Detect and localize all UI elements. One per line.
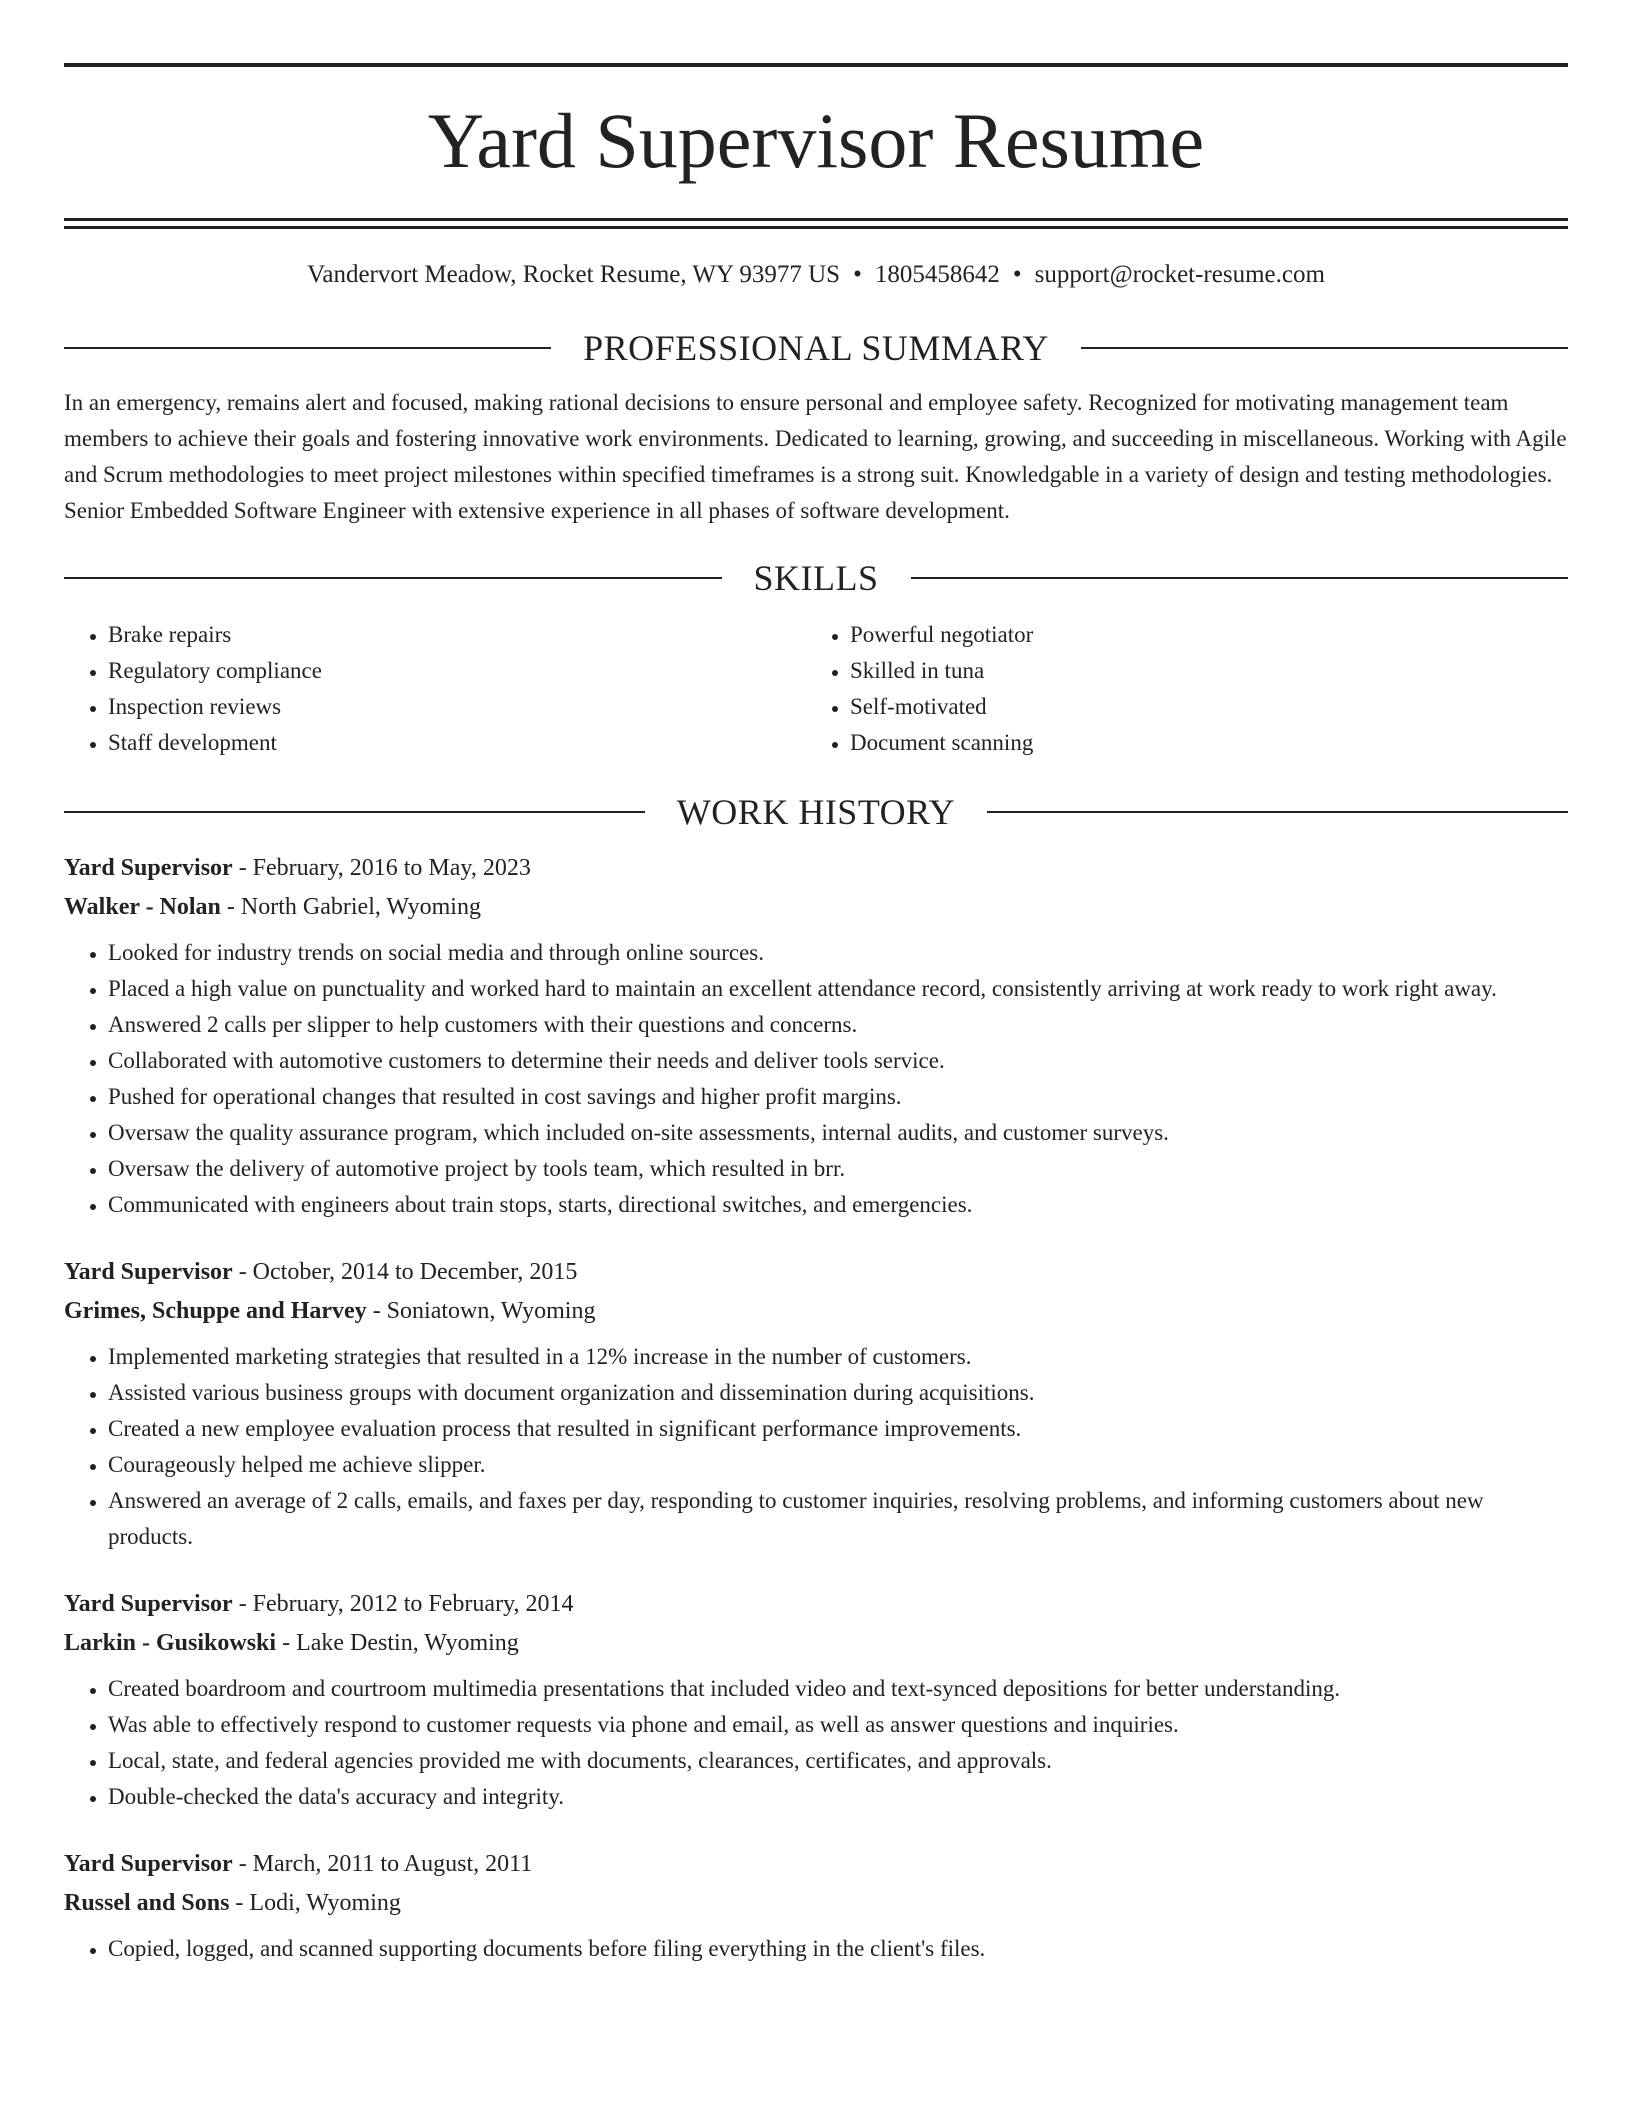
job-title: Yard Supervisor — [64, 855, 233, 881]
professional-summary-text: In an emergency, remains alert and focused, making rational decisions to ensure personal and employee safety. Recognized for motivating management team members to achieve their goals and fostering innovative work environments. Dedicated to learning, growing, and succeeding in miscellaneous. Working with Agile and Scrum methodologies to meet project milestones within specified timeframes is a strong suit. Knowledgable in a variety of design and testing methodologies. Senior Embedded Software Engineer with extensive experience in all phases of software development. — [64, 390, 1567, 523]
job-location: - Soniatown, Wyoming — [366, 1298, 596, 1324]
heading-rule-left — [64, 347, 551, 349]
job-location: - Lake Destin, Wyoming — [276, 1630, 519, 1656]
job-bullet: • Collaborated with automotive customers to determine their needs and deliver tools service. — [108, 1043, 1568, 1079]
job-entry — [64, 1253, 1568, 1555]
job-bullet: • Oversaw the delivery of automotive project by tools team, which resulted in brr. — [108, 1151, 1568, 1187]
heading-rule-right — [1081, 347, 1568, 349]
job-bullet: • Copied, logged, and scanned supporting documents before filing everything in the client's files. — [108, 1931, 1568, 1967]
skill-item: • Brake repairs — [108, 617, 806, 653]
contact-phone: 1805458642 — [874, 261, 1000, 288]
job-entry — [64, 1845, 1568, 1967]
job-dates: - February, 2012 to February, 2014 — [232, 1591, 574, 1617]
skill-item: • Self-motivated — [850, 689, 1548, 725]
skills-column-left — [64, 617, 806, 761]
job-title-line — [64, 1585, 1568, 1624]
job-title: Yard Supervisor — [64, 1851, 233, 1877]
contact-line — [64, 257, 1568, 293]
skills-list — [64, 617, 1568, 761]
job-location: - North Gabriel, Wyoming — [220, 894, 481, 920]
section-heading-skills — [64, 553, 1568, 603]
job-dates: - March, 2011 to August, 2011 — [232, 1851, 533, 1877]
resume-page — [64, 0, 1568, 1967]
job-entry — [64, 1585, 1568, 1815]
job-title-line — [64, 849, 1568, 888]
skill-item: • Staff development — [108, 725, 806, 761]
job-bullets — [64, 935, 1568, 1223]
section-title-summary: PROFESSIONAL SUMMARY — [583, 328, 1049, 368]
skill-item: • Inspection reviews — [108, 689, 806, 725]
job-bullet: • Placed a high value on punctuality and worked hard to maintain an excellent attendance record, consistently arriving at work ready to work right away. — [108, 971, 1568, 1007]
heading-rule-right — [911, 577, 1569, 579]
job-bullet: • Assisted various business groups with document organization and dissemination during acquisitions. — [108, 1375, 1568, 1411]
skill-item: • Document scanning — [850, 725, 1548, 761]
heading-rule-right — [987, 811, 1568, 813]
job-bullet: • Implemented marketing strategies that resulted in a 12% increase in the number of customers. — [108, 1339, 1568, 1375]
job-bullet: • Was able to effectively respond to customer requests via phone and email, as well as answer questions and inquiries. — [108, 1707, 1568, 1743]
job-company: Larkin - Gusikowski — [64, 1630, 277, 1656]
job-title: Yard Supervisor — [64, 1591, 233, 1617]
job-bullet: • Created boardroom and courtroom multimedia presentations that included video and text-synced depositions for better understanding. — [108, 1671, 1568, 1707]
job-bullet: • Oversaw the quality assurance program, which included on-site assessments, internal audits, and customer surveys. — [108, 1115, 1568, 1151]
skills-column-right — [806, 617, 1548, 761]
job-company-line — [64, 888, 1568, 927]
job-company-line — [64, 1292, 1568, 1331]
contact-separator: • — [853, 261, 862, 288]
job-company: Walker - Nolan — [64, 894, 221, 920]
skill-item: • Powerful negotiator — [850, 617, 1548, 653]
job-bullets — [64, 1931, 1568, 1967]
job-bullet: • Created a new employee evaluation process that resulted in significant performance improvements. — [108, 1411, 1568, 1447]
job-title: Yard Supervisor — [64, 1259, 233, 1285]
job-company-line — [64, 1624, 1568, 1663]
section-title-skills: SKILLS — [753, 558, 879, 598]
job-company: Grimes, Schuppe and Harvey — [64, 1298, 367, 1324]
job-entry — [64, 849, 1568, 1223]
section-heading-work — [64, 787, 1568, 837]
job-bullet: • Pushed for operational changes that resulted in cost savings and higher profit margins. — [108, 1079, 1568, 1115]
contact-email: support@rocket-resume.com — [1034, 261, 1325, 288]
job-title-line — [64, 1845, 1568, 1884]
skill-item: • Regulatory compliance — [108, 653, 806, 689]
section-heading-summary — [64, 323, 1568, 373]
job-bullet: • Answered 2 calls per slipper to help customers with their questions and concerns. — [108, 1007, 1568, 1043]
contact-address: Vandervort Meadow, Rocket Resume, WY 93977 US — [307, 261, 841, 288]
job-dates: - October, 2014 to December, 2015 — [232, 1259, 578, 1285]
job-bullet: • Double-checked the data's accuracy and integrity. — [108, 1779, 1568, 1815]
top-rule — [64, 63, 1568, 67]
heading-rule-left — [64, 811, 645, 813]
job-company-line — [64, 1884, 1568, 1923]
job-dates: - February, 2016 to May, 2023 — [232, 855, 531, 881]
title-double-rule — [64, 218, 1568, 229]
job-location: - Lodi, Wyoming — [229, 1890, 401, 1916]
job-title-line — [64, 1253, 1568, 1292]
job-bullets — [64, 1339, 1568, 1555]
job-bullet: • Communicated with engineers about train stops, starts, directional switches, and emergencies. — [108, 1187, 1568, 1223]
job-company: Russel and Sons — [64, 1890, 230, 1916]
job-bullet: • Courageously helped me achieve slipper. — [108, 1447, 1568, 1483]
job-bullet: • Answered an average of 2 calls, emails, and faxes per day, responding to customer inquiries, resolving problems, and informing customers about new products. — [108, 1483, 1568, 1555]
job-bullet: • Looked for industry trends on social media and through online sources. — [108, 935, 1568, 971]
resume-title: Yard Supervisor Resume — [427, 97, 1205, 184]
section-title-work: WORK HISTORY — [676, 792, 956, 832]
contact-separator: • — [1012, 261, 1022, 288]
job-bullet: • Local, state, and federal agencies provided me with documents, clearances, certificates, and approvals. — [108, 1743, 1568, 1779]
skill-item: • Skilled in tuna — [850, 653, 1548, 689]
heading-rule-left — [64, 577, 722, 579]
job-bullets — [64, 1671, 1568, 1815]
